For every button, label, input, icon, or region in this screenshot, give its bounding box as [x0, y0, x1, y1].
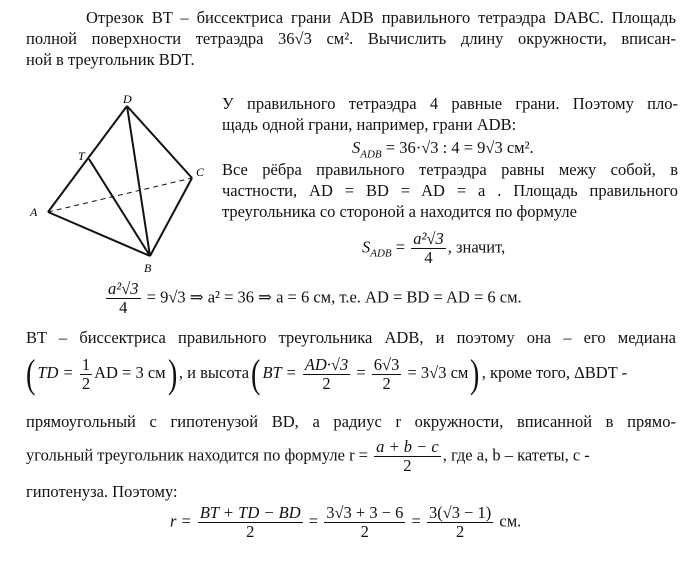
- td-lhs: TD =: [37, 362, 78, 382]
- eq3-rest: = 9√3 ⇒ a² = 36 ⇒ a = 6 см, т.е. AD = BD = AD = 6 см.: [142, 287, 522, 307]
- eq4-numerator-1: BT + TD − BD: [199, 503, 301, 522]
- paren-open-2: (: [251, 351, 261, 396]
- p4-pre: угольный треугольник находится по формуле r =: [26, 445, 373, 465]
- eq2-denominator: 4: [424, 248, 433, 267]
- eq2-numerator: a²√3: [413, 229, 444, 248]
- edge-AB: [48, 212, 150, 256]
- bt-denominator-1: 2: [322, 373, 331, 393]
- p4-denominator: 2: [403, 456, 412, 475]
- label-B: B: [144, 261, 152, 275]
- bt-lhs: BT =: [262, 362, 301, 382]
- eq2-s: S: [362, 237, 371, 257]
- eq4-denominator-3: 2: [455, 522, 465, 541]
- eq4-unit: см.: [495, 511, 522, 531]
- eq4-fraction-1: [198, 504, 303, 541]
- paren-close-2: ): [470, 351, 480, 396]
- problem-line-2: полной поверхности тетраэдра 36√3 см². Вычислить длину окружности, вписан-: [26, 29, 676, 48]
- equation-radius: r = $\frac{BT + TD - BD}{2}$ = $\frac{3√3 + 3 - 6}{2}$ = $\frac{3(√3 - 1)}{2}$ см.: [170, 503, 522, 541]
- eq2-fraction: [411, 230, 446, 267]
- eq4-denominator-2: 2: [360, 522, 369, 541]
- edge-DA: [48, 106, 127, 212]
- solution-p1-line-1: У правильного тетраэдра 4 равные грани. Поэтому пло-: [222, 94, 678, 113]
- bt-denominator-2: 2: [382, 373, 391, 393]
- eq3-numerator: a²√3: [108, 279, 139, 298]
- solution-p3-line-1: BT – биссектриса правильного треугольника ADB, и поэтому она – его медиана: [26, 328, 676, 347]
- p3-tail: , кроме того, ΔBDT -: [481, 362, 628, 382]
- eq4-lhs: r =: [170, 511, 196, 531]
- td-numerator: 1: [81, 354, 91, 374]
- solution-p2-line-1: Все рёбра правильного тетраэдра равны межу собой, в: [222, 160, 678, 179]
- eq2-eq: =: [391, 237, 410, 257]
- problem-line-1: Отрезок BT – биссектриса грани ADB правильного тетраэдра DABC. Площадь: [86, 8, 676, 27]
- solution-p4-line-1: прямоугольный с гипотенузой BD, а радиус r окружности, вписанной в прямо-: [26, 412, 676, 431]
- eq1-rest: = 36·√3 : 4 = 9√3 см².: [381, 138, 534, 157]
- label-T: T: [78, 149, 85, 163]
- segment-BT: [89, 159, 150, 256]
- bt-numerator-1: AD·√3: [304, 354, 349, 374]
- equation-triangle-area: [362, 230, 505, 267]
- tetrahedron-figure: [26, 92, 216, 278]
- bt-fraction-1: [303, 356, 350, 393]
- edge-CB: [150, 178, 192, 256]
- solution-p1-line-2: щадь одной грани, например, грани ADB:: [222, 115, 517, 134]
- eq3-denominator: 4: [119, 298, 128, 317]
- bt-rhs: = 3√3 см: [403, 362, 469, 382]
- td-fraction: [80, 356, 92, 393]
- equation-side-length: [104, 280, 522, 317]
- eq4-denominator-1: 2: [246, 522, 255, 541]
- solution-p5-line-1: гипотенуза. Поэтому:: [26, 482, 178, 501]
- eq2-sub: ADB: [370, 247, 392, 260]
- p4-fraction: [374, 438, 441, 475]
- eq1-sub: ADB: [360, 148, 382, 161]
- bt-numerator-2: 6√3: [373, 354, 400, 374]
- bt-fraction-2: [372, 356, 402, 393]
- eq3-fraction: [106, 280, 141, 317]
- eq4-numerator-2: 3√3 + 3 − 6: [326, 503, 404, 522]
- eq1-s: S: [352, 138, 361, 157]
- p4-numerator: a + b − c: [376, 437, 439, 456]
- p4-post: , где a, b – катеты, c -: [442, 445, 590, 465]
- solution-p2-line-2: частности, AD = BD = AD = a . Площадь правильного: [222, 181, 678, 200]
- paren-open-1: (: [25, 351, 36, 396]
- paren-close-1: ): [167, 351, 177, 396]
- eq2-tail: , значит,: [447, 237, 506, 257]
- eq4-fraction-2: [324, 504, 405, 541]
- label-C: C: [196, 165, 205, 179]
- td-denominator: 2: [81, 373, 91, 393]
- problem-line-3: ной в треугольник BDT.: [26, 50, 195, 69]
- eq4-numerator-3: 3(√3 − 1): [428, 503, 492, 522]
- solution-p3-line-2: [24, 351, 628, 396]
- bt-eq: =: [352, 362, 370, 382]
- solution-p4-line-2: [26, 438, 590, 475]
- eq4-fraction-3: [427, 504, 493, 541]
- td-rhs: AD = 3 см: [94, 362, 166, 382]
- p3-mid: , и высота: [178, 362, 250, 382]
- label-A: A: [30, 205, 38, 219]
- label-D: D: [123, 92, 132, 106]
- solution-p2-line-3: треугольника со стороной a находится по формуле: [222, 202, 577, 221]
